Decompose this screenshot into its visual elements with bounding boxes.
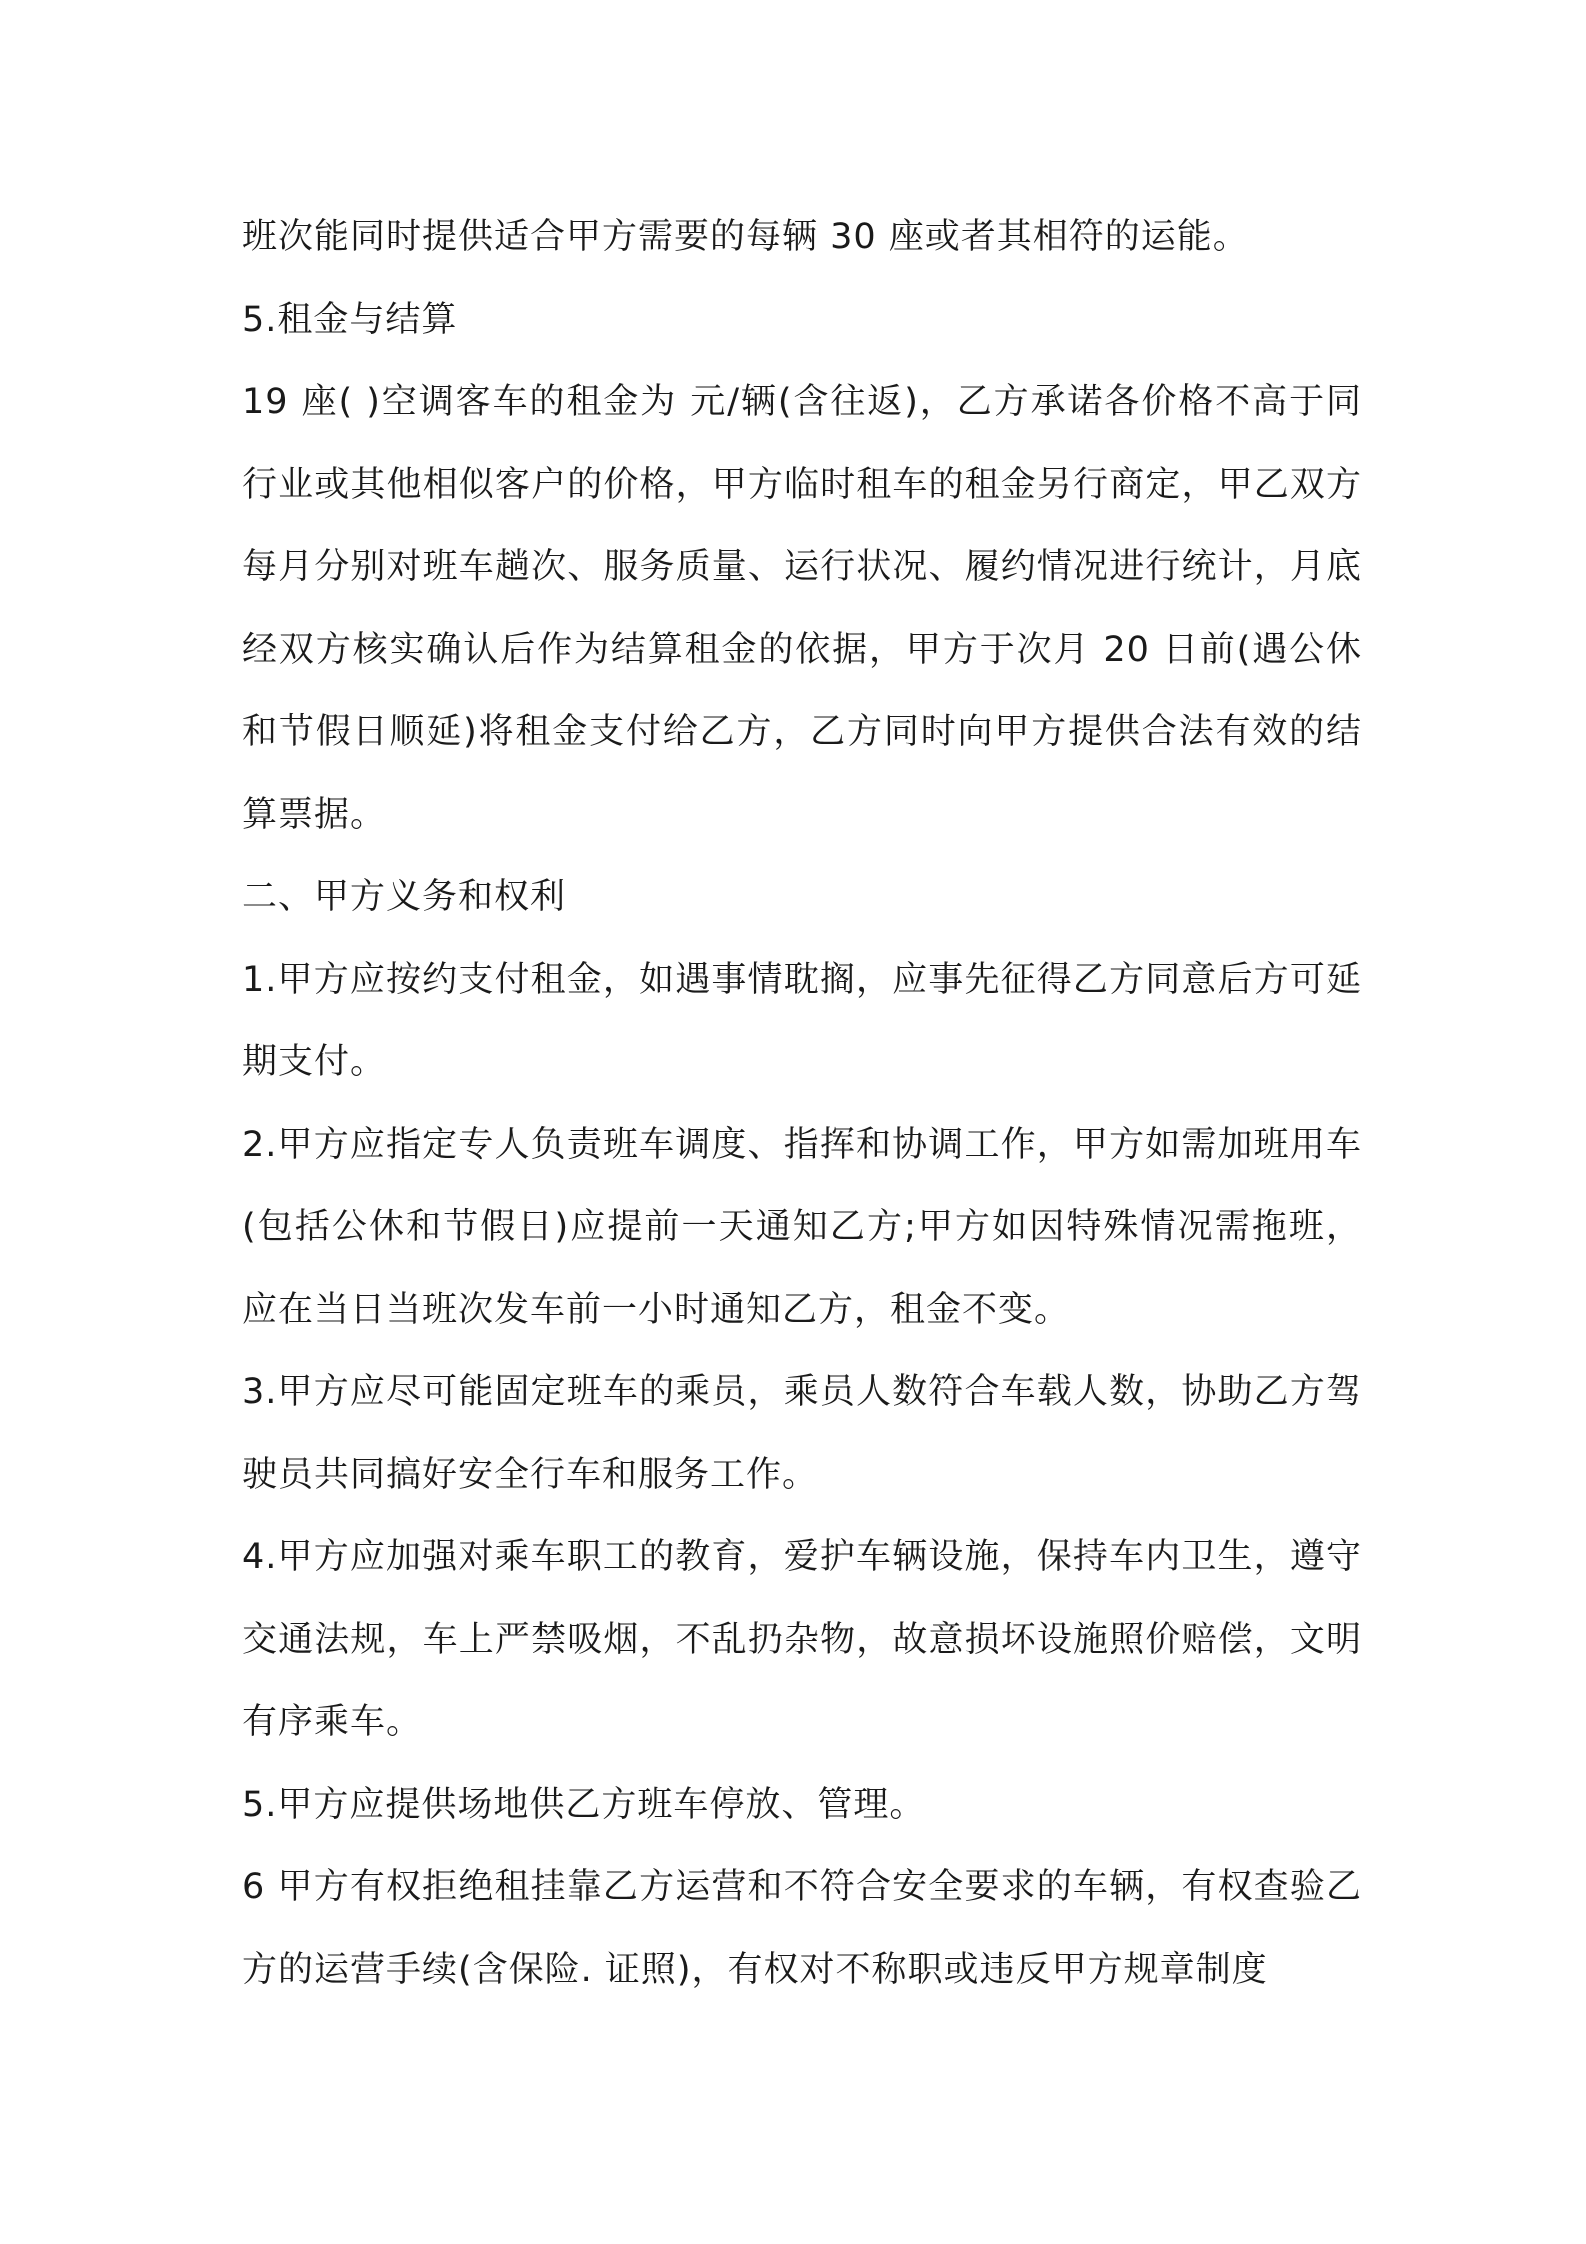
paragraph-item-3: 3.甲方应尽可能固定班车的乘员，乘员人数符合车载人数，协助乙方驾驶员共同搞好安全行车和服务工作。 <box>242 1372 1362 1495</box>
heading-rent-and-settlement: 5.租金与结算 <box>242 299 458 340</box>
paragraph-rent-terms: 19 座( )空调客车的租金为 元/辆(含往返)，乙方承诺各价格不高于同行业或其他相似客户的价格，甲方临时租车的租金另行商定，甲乙双方每月分别对班车趟次、服务质量、运行状况、履约情况进行统计，月底经双方核实确认后作为结算租金的依据，甲方于次月 20 日前(遇公休和节假日顺延)将租金支付给乙方，乙方同时向甲方提供合法有效的结算票据。 <box>242 382 1362 835</box>
document-body <box>242 196 1362 2011</box>
paragraph-item-5: 5.甲方应提供场地供乙方班车停放、管理。 <box>242 1784 926 1825</box>
paragraph-capacity-clause: 班次能同时提供适合甲方需要的每辆 30 座或者其相符的运能。 <box>242 217 1249 257</box>
paragraph-item-4: 4.甲方应加强对乘车职工的教育，爱护车辆设施，保持车内卫生，遵守交通法规，车上严禁吸烟，不乱扔杂物，故意损坏设施照价赔偿，文明有序乘车。 <box>242 1537 1362 1742</box>
heading-party-a-obligations: 二、甲方义务和权利 <box>242 877 567 917</box>
paragraph-item-2: 2.甲方应指定专人负责班车调度、指挥和协调工作，甲方如需加班用车(包括公休和节假日)应提前一天通知乙方;甲方如因特殊情况需拖班，应在当日当班次发车前一小时通知乙方，租金不变。 <box>242 1124 1362 1330</box>
paragraph-item-6: 6 甲方有权拒绝租挂靠乙方运营和不符合安全要求的车辆，有权查验乙方的运营手续(含保险. 证照)，有权对不称职或违反甲方规章制度 <box>242 1867 1362 1990</box>
paragraph-item-1: 1.甲方应按约支付租金，如遇事情耽搁，应事先征得乙方同意后方可延期支付。 <box>242 959 1362 1082</box>
